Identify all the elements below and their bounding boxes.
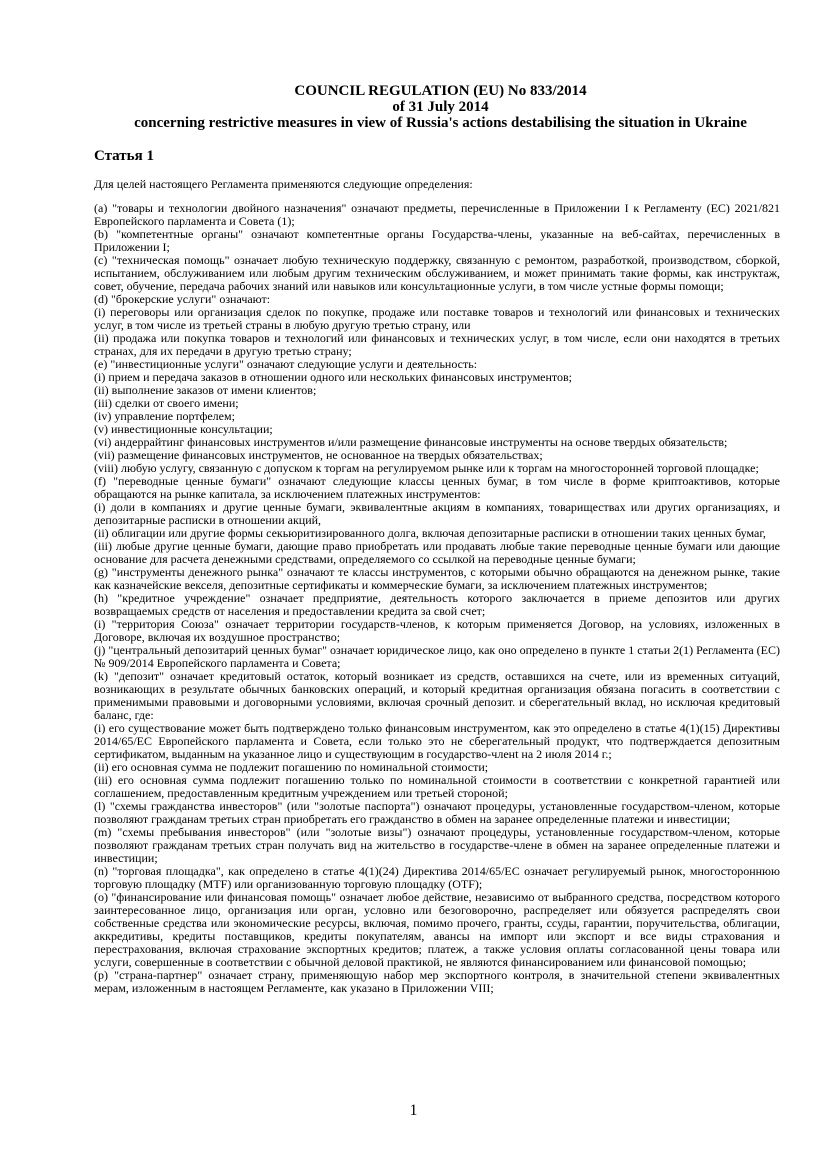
definition-paragraph: (o) "финансирование или финансовая помощь" означает любое действие, независимо от выбранного средства, посредством которого заинтересованное лицо, организация или орган, условно или безоговорочно, распределяет или обязуется распределять свои собственные средства или экономические ресурсы, включая, помимо прочего, гранты, ссуды, гарантии, поручительства, облигации, аккредитивы, кредиты поставщиков, кредиты покупателям, авансы на импорт или экспорт и все виды страхования и перестрахования, включая страхование экспортных кредитов; платеж, а также условия оплаты согласованной цены товара или услуги, совершенные в соответствии с обычной деловой практикой, не являются финансированием или финансовой помощью;: [94, 890, 780, 969]
definition-paragraph: (e) "инвестиционные услуги" означают следующие услуги и деятельность:: [94, 357, 478, 371]
definition-paragraph: (ii) его основная сумма не подлежит погашению по номинальной стоимости;: [94, 760, 489, 774]
regulation-title: COUNCIL REGULATION (EU) No 833/2014: [294, 83, 587, 99]
page-number: 1: [409, 1102, 418, 1119]
definition-paragraph: (h) "кредитное учреждение" означает предприятие, деятельность которого заключается в приеме депозитов или других возвращаемых средств от населения и предоставлении кредита за свой счет;: [94, 591, 780, 618]
definition-paragraph: (viii) любую услугу, связанную с допуском к торгам на регулируемом рынке или к торгам на многосторонней торговой площадке;: [94, 461, 759, 475]
definition-paragraph: (i) прием и передача заказов в отношении одного или нескольких финансовых инструментов;: [94, 370, 573, 384]
article-heading: Статья 1: [94, 148, 154, 164]
definition-paragraph: (c) "техническая помощь" означает любую техническую поддержку, связанную с ремонтом, разработкой, производством, сборкой, испытанием, обслуживанием или любым другим техническим обслуживанием, и может принимать такие формы, как инструктаж, совет, обучение, передача рабочих знаний или навыков или консультационные услуги, в том числе устные формы помощи;: [94, 253, 780, 293]
article-intro: Для целей настоящего Регламента применяются следующие определения:: [94, 177, 473, 191]
definition-paragraph: (i) переговоры или организация сделок по покупке, продаже или поставке товаров и технологий или финансовых и технических услуг, в том числе из третьей страны в любую другую третью страну, или: [94, 305, 780, 332]
regulation-subject: concerning restrictive measures in view of Russia's actions destabilising the situation in Ukraine: [134, 115, 747, 131]
definition-paragraph: (f) "переводные ценные бумаги" означают следующие классы ценных бумаг, в том числе в форме криптоактивов, которые обращаются на рынке капитала, за исключением платежных инструментов:: [94, 474, 780, 501]
definition-paragraph: (iii) его основная сумма подлежит погашению только по номинальной стоимости в соответствии с конкретной гарантией или соглашением, предоставленным кредитным учреждением или третьей стороной;: [94, 773, 780, 800]
definition-paragraph: (k) "депозит" означает кредитовый остаток, который возникает из средств, оставшихся на счете, или из временных ситуаций, возникающих в результате обычных банковских операций, и который кредитная организация обязана погасить в соответствии с применимыми правовыми и договорными условиями, включая срочный депозит. и сберегательный вклад, но исключая кредитовый баланс, где:: [94, 669, 780, 722]
definition-paragraph: (m) "схемы пребывания инвесторов" (или "золотые визы") означают процедуры, установленные государством-членом, которые позволяют гражданам третьих стран получать вид на жительство в государстве-члене в обмен на заранее определенные платежи и инвестиции;: [94, 825, 780, 865]
definition-paragraph: (d) "брокерские услуги" означают:: [94, 292, 271, 306]
definition-paragraph: (ii) продажа или покупка товаров и технологий или финансовых и технических услуг, в том числе, если они находятся в третьих странах, для их передачи в другую третью страну;: [94, 331, 780, 358]
definition-paragraph: (iv) управление портфелем;: [94, 409, 235, 423]
definition-paragraph: (iii) сделки от своего имени;: [94, 396, 239, 410]
definition-paragraph: (ii) выполнение заказов от имени клиентов;: [94, 383, 317, 397]
definition-paragraph: (vii) размещение финансовых инструментов, не основанное на твердых обязательствах;: [94, 448, 543, 462]
definition-paragraph: (a) "товары и технологии двойного назначения" означают предметы, перечисленные в Приложении I к Регламенту (ЕС) 2021/821 Европейского парламента и Совета (1);: [94, 201, 780, 228]
definition-paragraph: (v) инвестиционные консультации;: [94, 422, 273, 436]
definition-paragraph: (p) "страна-партнер" означает страну, применяющую набор мер экспортного контроля, в значительной степени эквивалентных мерам, изложенным в настоящем Регламенте, как указано в Приложении VIII;: [94, 968, 780, 995]
definition-paragraph: (n) "торговая площадка", как определено в статье 4(1)(24) Директива 2014/65/ЕС означает регулируемый рынок, многостороннюю торговую площадку (MTF) или организованную торговую площадку (OTF);: [94, 864, 780, 891]
definition-paragraph: (b) "компетентные органы" означают компетентные органы Государства-члены, указанные на веб-сайтах, перечисленных в Приложении I;: [94, 227, 780, 254]
definition-paragraph: (i) "территория Союза" означает территории государств-членов, к которым применяется Договор, на условиях, изложенных в Договоре, включая их воздушное пространство;: [94, 617, 780, 644]
definition-paragraph: (j) "центральный депозитарий ценных бумаг" означает юридическое лицо, как оно определено в пункте 1 статьи 2(1) Регламента (ЕС) № 909/2014 Европейского парламента и Совета;: [94, 643, 780, 670]
definition-paragraph: (iii) любые другие ценные бумаги, дающие право приобретать или продавать любые такие переводные ценные бумаги или дающие основание для расчета денежными средствами, определяемого со ссылкой на переводные ценные бумаги;: [94, 539, 780, 566]
definition-paragraph: (i) его существование может быть подтверждено только финансовым инструментом, как это определено в статье 4(1)(15) Директивы 2014/65/ЕС Европейского парламента и Совета, если только это не сберегательный продукт, что подтверждается депозитным сертификатом, выданным на указанное лицо и существующим в государство-членt на 2 июля 2014 г.;: [94, 721, 780, 761]
definitions-list: [94, 202, 780, 995]
definition-paragraph: (l) "схемы гражданства инвесторов" (или "золотые паспорта") означают процедуры, установленные государством-членом, которые позволяют гражданам третьих стран приобретать его гражданство в обмен на заранее определенные платежи и инвестиции;: [94, 799, 780, 826]
definition-paragraph: (g) "инструменты денежного рынка" означают те классы инструментов, с которыми обычно обращаются на денежном рынке, такие как казначейские векселя, депозитные сертификаты и коммерческие бумаги, за исключением платежных инструментов;: [94, 565, 780, 592]
regulation-date: of 31 July 2014: [392, 99, 489, 115]
definition-paragraph: (i) доли в компаниях и другие ценные бумаги, эквивалентные акциям в компаниях, товариществах или других организациях, и депозитарные расписки в отношении акций,: [94, 500, 780, 527]
definition-paragraph: (vi) андеррайтинг финансовых инструментов и/или размещение финансовые инструменты на основе твердых обязательств;: [94, 435, 728, 449]
definition-paragraph: (ii) облигации или другие формы секьюритизированного долга, включая депозитарные расписки в отношении таких ценных бумаг,: [94, 526, 766, 540]
